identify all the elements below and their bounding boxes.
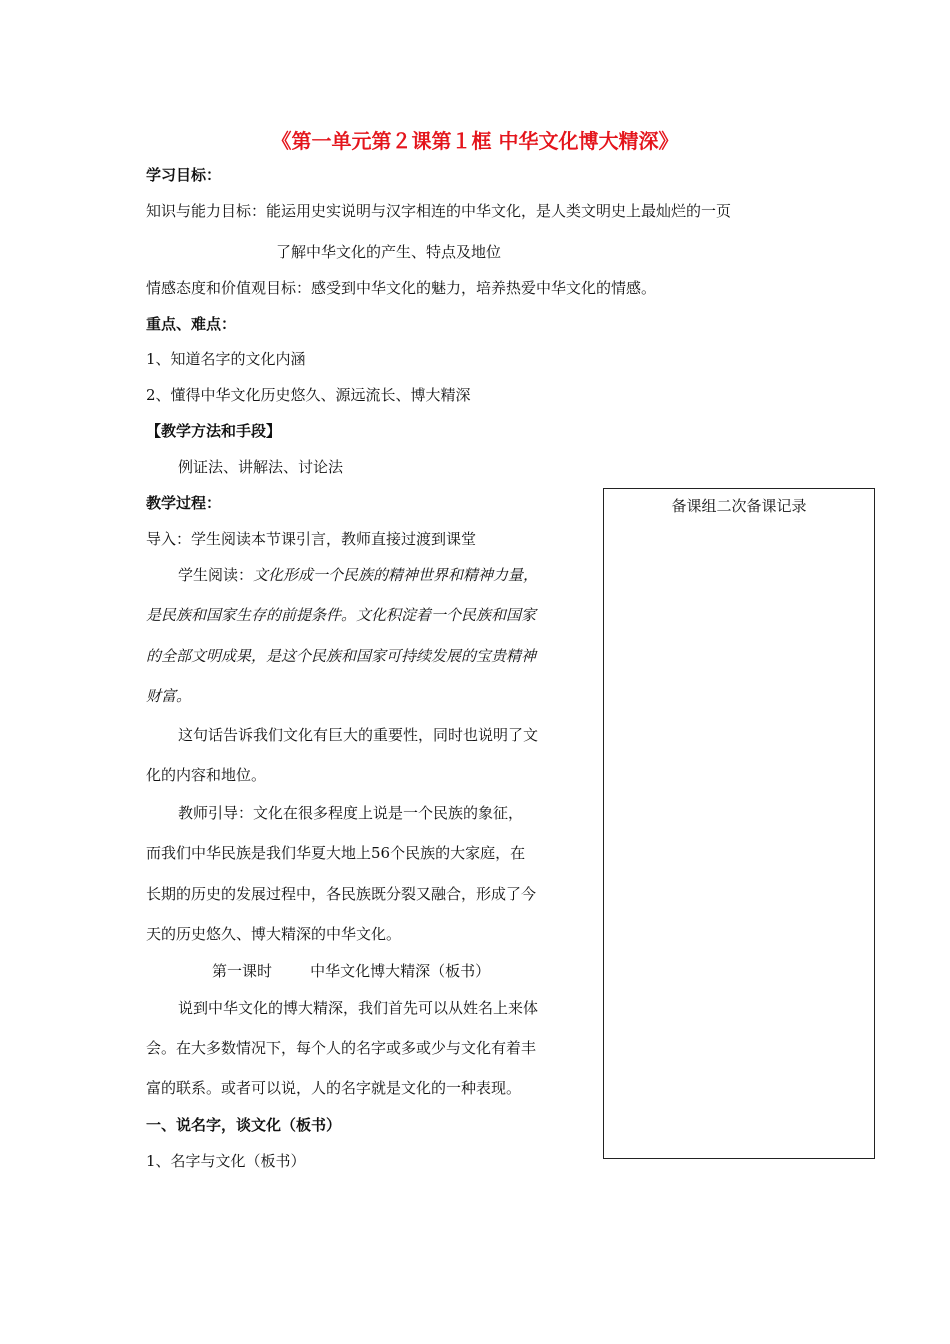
reading-line-4: 财富。 [146, 687, 192, 705]
objectives-heading: 学习目标： [146, 166, 222, 184]
board-heading: 第一课时 中华文化博大精深（板书） [212, 962, 491, 980]
paragraph-2-line-4: 天的历史悠久、博大精深的中华文化。 [146, 925, 402, 943]
lesson-prep-record-title: 备课组二次备课记录 [671, 497, 807, 515]
paragraph-2-line-3: 长期的历史的发展过程中，各民族既分裂又融合，形成了今 [146, 885, 537, 903]
paragraph-1-line-1: 这句话告诉我们文化有巨大的重要性，同时也说明了文 [178, 726, 539, 744]
process-heading: 教学过程： [146, 494, 222, 512]
paragraph-2-line-2: 而我们中华民族是我们华夏大地上56个民族的大家庭，在 [146, 844, 526, 862]
paragraph-1-line-2: 化的内容和地位。 [146, 766, 267, 784]
subsection-1: 1、名字与文化（板书） [146, 1152, 306, 1170]
page-title: 《第一单元第２课第１框 中华文化博大精深》 [271, 129, 679, 153]
reading-line-1 [178, 564, 538, 585]
paragraph-3-line-1: 说到中华文化的博大精深，我们首先可以从姓名上来体 [178, 999, 539, 1017]
key-point-1: 1、知道名字的文化内涵 [146, 350, 306, 368]
reading-line-3: 的全部文明成果，是这个民族和国家可持续发展的宝贵精神 [146, 647, 537, 665]
knowledge-objective-line2: 了解中华文化的产生、特点及地位 [276, 243, 502, 261]
reading-line-2: 是民族和国家生存的前提条件。文化积淀着一个民族和国家 [146, 606, 537, 624]
reading-label: 学生阅读： [178, 566, 254, 584]
lesson-prep-record-box [603, 488, 875, 1159]
paragraph-3-line-2: 会。在大多数情况下，每个人的名字或多或少与文化有着丰 [146, 1039, 537, 1057]
methods-text: 例证法、讲解法、讨论法 [178, 458, 344, 476]
intro-text: 导入：学生阅读本节课引言，教师直接过渡到课堂 [146, 530, 477, 548]
paragraph-3-line-3: 富的联系。或者可以说，人的名字就是文化的一种表现。 [146, 1079, 522, 1097]
reading-quote-start: 文化形成一个民族的精神世界和精神力量， [253, 566, 539, 584]
section-1-heading: 一、说名字，谈文化（板书） [146, 1116, 342, 1134]
method-heading: 【教学方法和手段】 [146, 422, 282, 440]
emotion-objective: 情感态度和价值观目标：感受到中华文化的魅力，培养热爱中华文化的情感。 [146, 279, 657, 297]
knowledge-objective-line1: 知识与能力目标：能运用史实说明与汉字相连的中华文化，是人类文明史上最灿烂的一页 [146, 202, 732, 220]
paragraph-2-line-1: 教师引导：文化在很多程度上说是一个民族的象征， [178, 804, 524, 822]
key-points-heading: 重点、难点： [146, 315, 237, 333]
key-point-2: 2、懂得中华文化历史悠久、源远流长、博大精深 [146, 386, 471, 404]
